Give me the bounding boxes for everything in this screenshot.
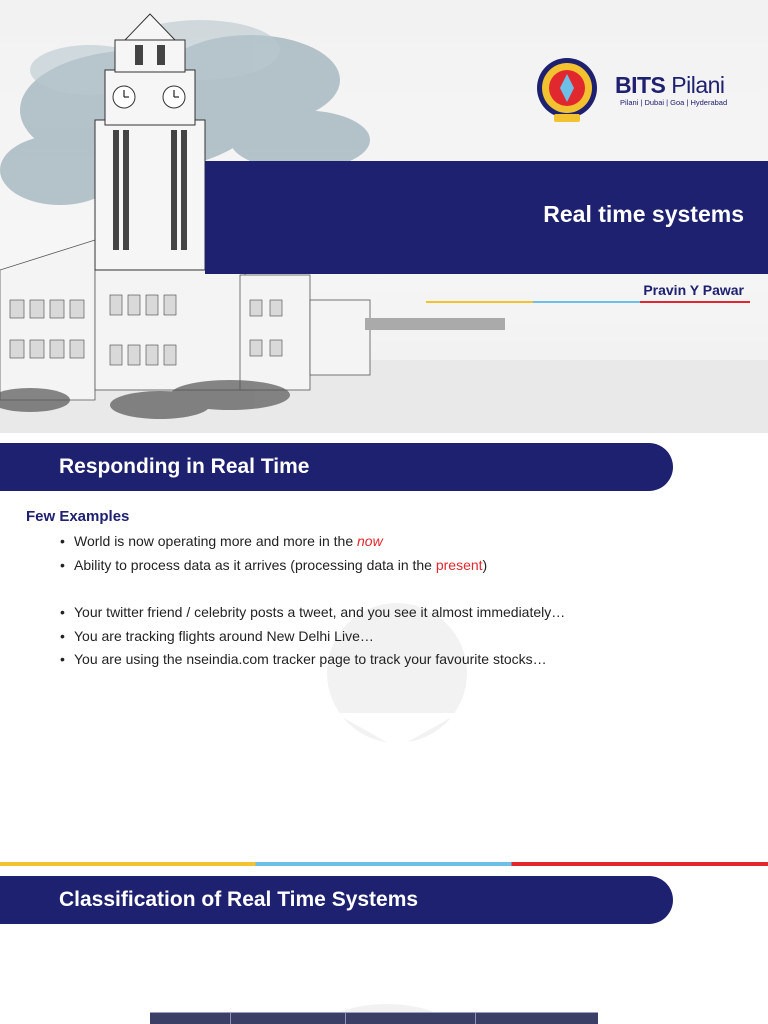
emphasis-present: present: [435, 557, 483, 573]
table-header-cell: [230, 1013, 346, 1024]
tricolor-underline: [426, 301, 750, 303]
campus-list: Pilani | Dubai | Goa | Hyderabad: [620, 98, 728, 107]
emphasis-now: now: [357, 533, 383, 549]
slide-classification: [0, 868, 768, 1024]
table-header-cell: [345, 1013, 476, 1024]
author-name: Pravin Y Pawar: [643, 282, 744, 298]
title-band: [205, 161, 768, 274]
tricolor-divider: [0, 862, 768, 866]
slide-responding-in-real-time: Responding in Real Time Few Examples World is now operating more and more in the now Ability to process data as it arrives (processing data in the present) Your twitter friend / celebrity posts a tweet, and you see it almost immediately… You are tracking flights around New Delhi Live… You are using the nseindia.com tracker page to track your favourite stocks…: [0, 433, 768, 868]
bits-pilani-logo: [536, 54, 736, 126]
slide-title: Classification of Real Time Systems: [59, 888, 419, 911]
slide-title: Responding in Real Time: [59, 455, 310, 478]
classification-table-header: [150, 1012, 598, 1024]
slide-header-band: [0, 443, 673, 491]
slide-header-band: [0, 876, 673, 924]
bits-seal-icon: [536, 54, 602, 126]
presentation-title: Real time systems: [543, 201, 744, 227]
watermark-seal-icon: [325, 603, 471, 749]
title-slide: [0, 0, 768, 433]
section-subheading: Few Examples: [26, 508, 130, 525]
brand-name: BITS Pilani: [615, 72, 725, 98]
table-header-cell: [150, 1013, 231, 1024]
